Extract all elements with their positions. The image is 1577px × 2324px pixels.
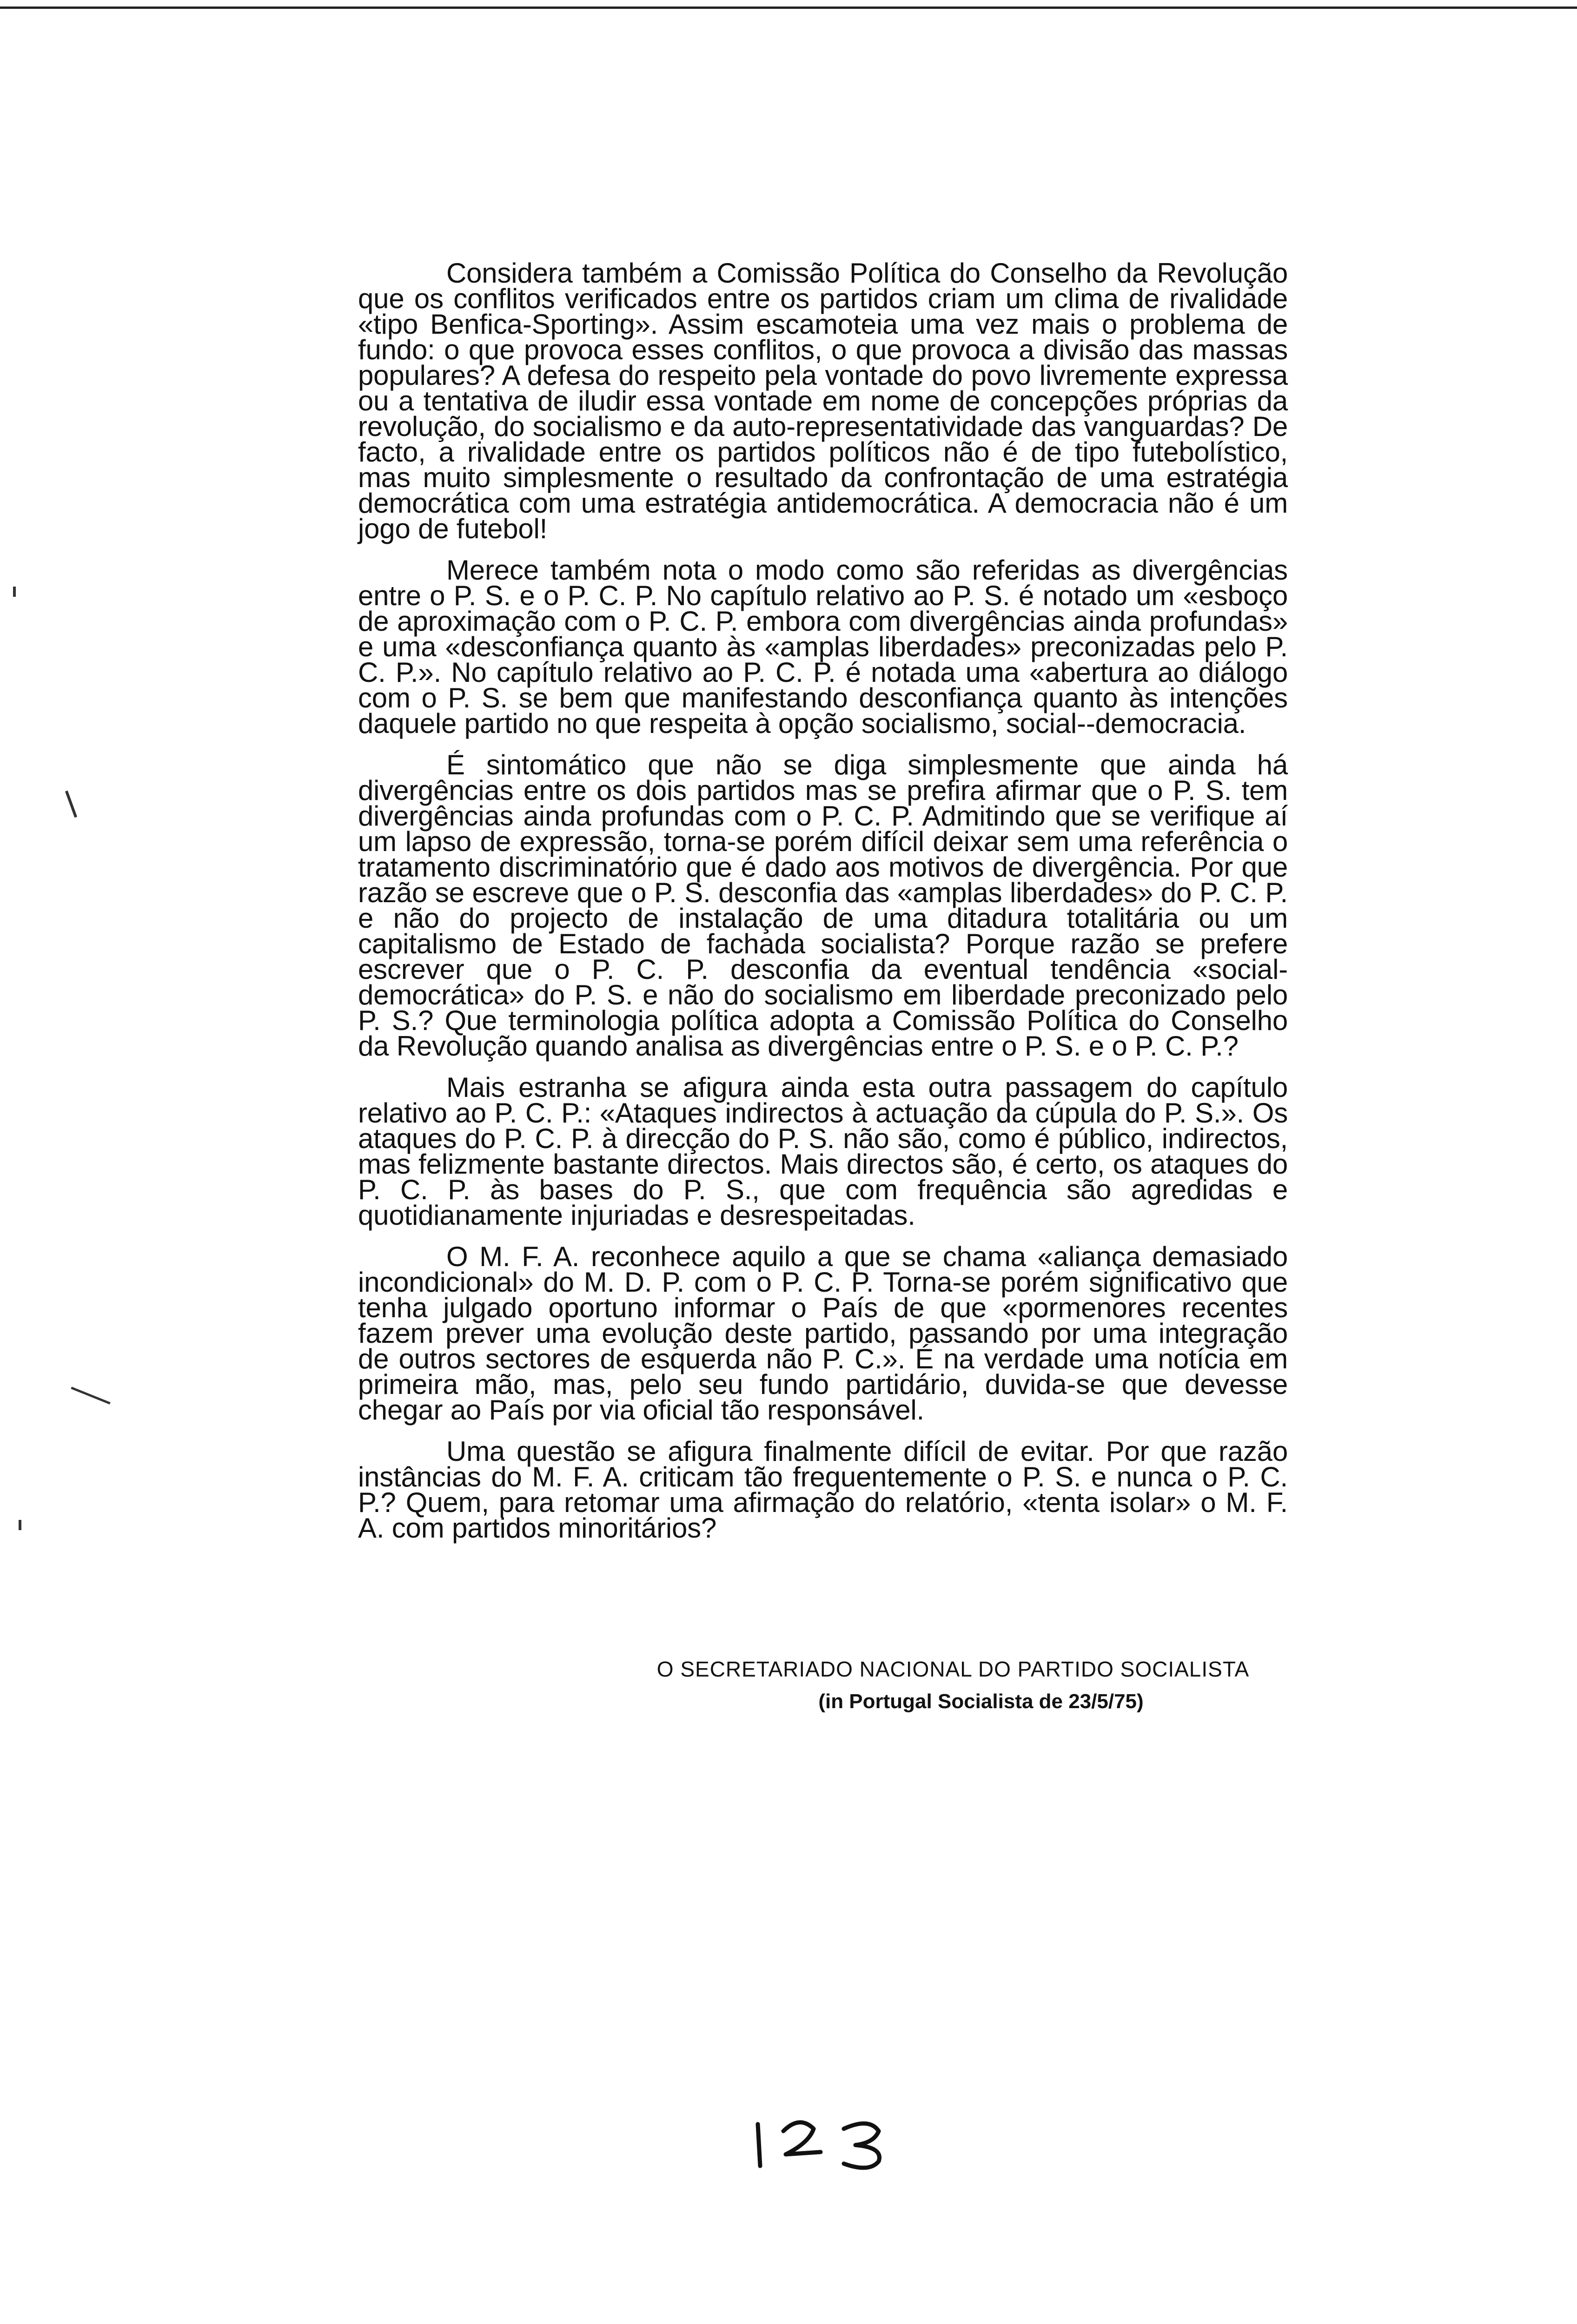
scan-mark [13,587,16,597]
scan-mark [19,1520,21,1530]
signature-block [623,1655,1283,1716]
handwritten-page-number [739,2106,897,2175]
scan-mark [71,1386,110,1404]
paragraph: É sintomático que não se diga simplesmente que ainda há divergências entre os dois partidos mas se prefira afirmar que o P. S. tem divergências ainda profundas com o P. C. P. Admitindo que se verifique aí um lapso de expressão, torna-se porém difícil deixar sem uma referência o tratamento discriminatório que é dado aos motivos de divergência. Por que razão se escreve que o P. S. desconfia das «amplas liberdades» do P. C. P. e não do projecto de instalação de uma ditadura totalitária ou um capitalismo de Estado de fachada socialista? Porque razão se prefere escrever que o P. C. P. desconfia da eventual tendência «social-democrática» do P. S. e não do socialismo em liberdade preconizado pelo P. S.? Que terminologia política adopta a Comissão Política do Conselho da Revolução quando analisa as divergências entre o P. S. e o P. C. P.? [358,749,1288,1062]
source-citation: (in Portugal Socialista de 23/5/75) [818,1690,1144,1713]
paragraph: Merece também nota o modo como são referidas as divergências entre o P. S. e o P. C. P. No capítulo relativo ao P. S. é notado um «esboço de aproximação com o P. C. P. embora com divergências ainda profundas» e uma «desconfiança quanto às «amplas liberdades» preconizadas pelo P. C. P.». No capítulo relativo ao P. C. P. é notada uma «abertura ao diálogo com o P. S. se bem que manifestando desconfiança quanto às intenções daquele partido no que respeita à opção socialismo, social--democracia. [358,555,1288,739]
handwritten-page-number-glyphs [739,2106,897,2175]
article-body [358,257,1288,1557]
paragraph: Uma questão se afigura finalmente difícil de evitar. Por que razão instâncias do M. F. A. criticam tão frequentemente o P. S. e nunca o P. C. P.? Quem, para retomar uma afirmação do relatório, «tenta isolar» o M. F. A. com partidos minoritários? [358,1436,1288,1544]
paragraph: Mais estranha se afigura ainda esta outra passagem do capítulo relativo ao P. C. P.: «Ataques indirectos à actuação da cúpula do P. S.». Os ataques do P. C. P. à direcção do P. S. não são, como é público, indirectos, mas felizmente bastante directos. Mais directos são, é certo, os ataques do P. C. P. às bases do P. S., que com frequência são agredidas e quotidianamente injuriadas e desrespeitadas. [358,1072,1288,1231]
scan-mark [65,791,77,818]
signature-author: O SECRETARIADO NACIONAL DO PARTIDO SOCIALISTA [656,1657,1250,1681]
paragraph: Considera também a Comissão Política do Conselho da Revolução que os conflitos verificados entre os partidos criam um clima de rivalidade «tipo Benfica-Sporting». Assim escamoteia uma vez mais o problema de fundo: o que provoca esses conflitos, o que provoca a divisão das massas populares? A defesa do respeito pela vontade do povo livremente expressa ou a tentativa de iludir essa vontade em nome de concepções próprias da revolução, do socialismo e da auto-representatividade das vanguardas? De facto, a rivalidade entre os partidos políticos não é de tipo futebolístico, mas muito simplesmente o resultado da confrontação de uma estratégia democrática com uma estratégia antidemocrática. A democracia não é um jogo de futebol! [358,257,1288,544]
paragraph: O M. F. A. reconhece aquilo a que se chama «aliança demasiado incondicional» do M. D. P. com o P. C. P. Torna-se porém significativo que tenha julgado oportuno informar o País de que «pormenores recentes fazem prever uma evolução deste partido, passando por uma integração de outros sectores de esquerda não P. C.». É na verdade uma notícia em primeira mão, mas, pelo seu fundo partidário, duvida-se que devesse chegar ao País por via oficial tão responsável. [358,1241,1288,1426]
top-rule [0,7,1577,9]
